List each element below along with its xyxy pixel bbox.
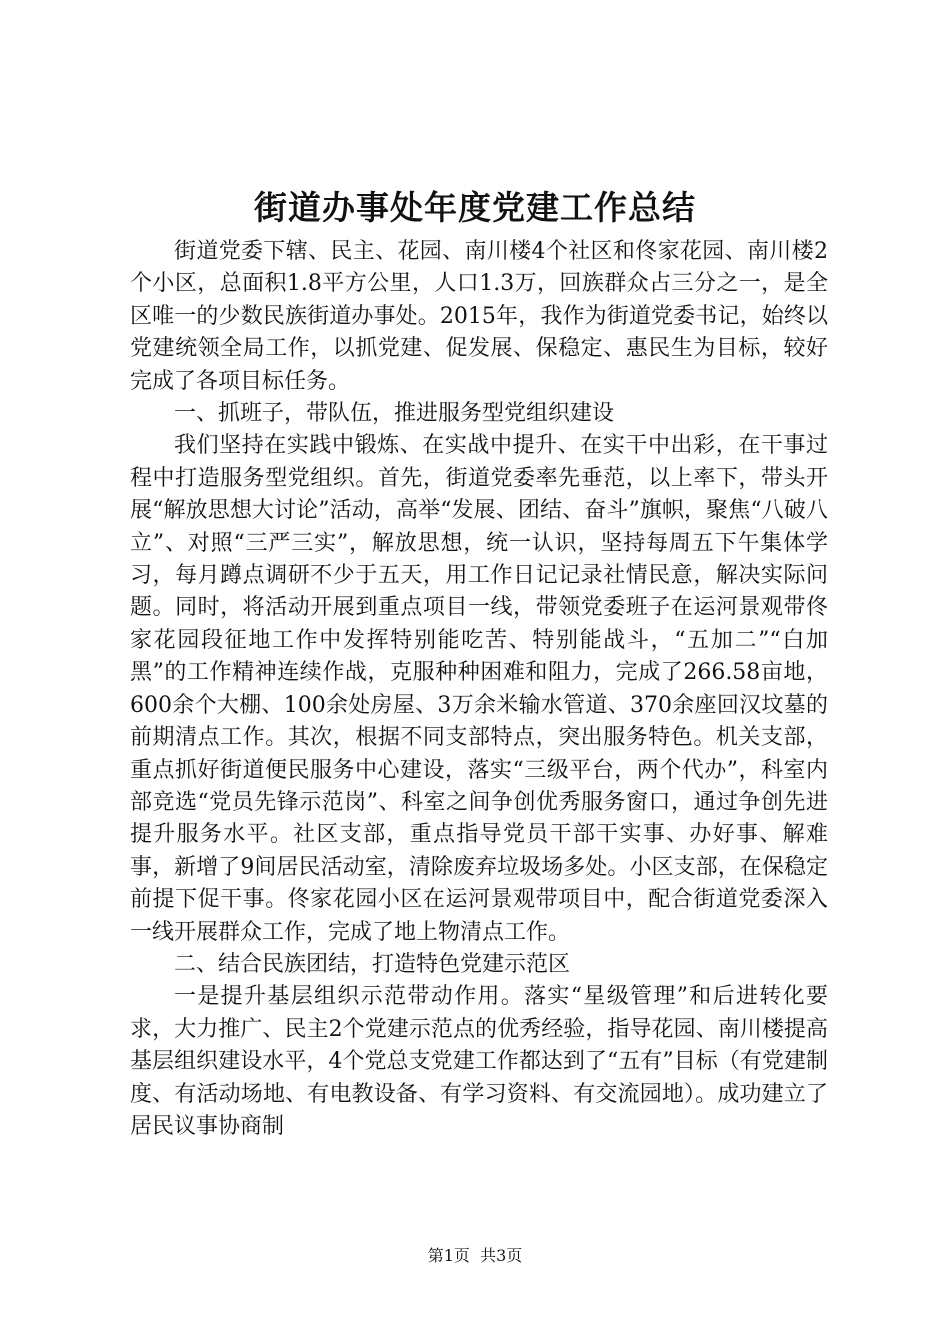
page-footer xyxy=(0,1244,950,1268)
page-number: 第1页 xyxy=(427,1246,470,1265)
section-heading-2: 二、结合民族团结，打造特色党建示范区 xyxy=(174,951,571,977)
paragraph-intro: 街道党委下辖、民主、花园、南川楼4个社区和佟家花园、南川楼2个小区，总面积1.8平方公里，人口1.3万，回族群众占三分之一，是全区唯一的少数民族街道办事处。2015年，我作为街道党委书记，始终以党建统领全局工作，以抓党建、促发展、保稳定、惠民生为目标，较好完成了各项目标任务。 xyxy=(130,239,828,394)
paragraph-section-2: 一是提升基层组织示范带动作用。落实“星级管理”和后进转化要求，大力推广、民主2个党建示范点的优秀经验，指导花园、南川楼提高基层组织建设水平，4个党总支党建工作都达到了“五有”目标（有党建制度、有活动场地、有电教设备、有学习资料、有交流园地）。成功建立了居民议事协商制 xyxy=(130,984,828,1139)
document-title: 街道办事处年度党建工作总结 xyxy=(254,188,696,227)
section-heading-1: 一、抓班子，带队伍，推进服务型党组织建设 xyxy=(174,401,615,427)
page-total: 共3页 xyxy=(480,1246,523,1265)
document-body xyxy=(130,236,828,1143)
paragraph-section-1: 我们坚持在实践中锻炼、在实战中提升、在实干中出彩，在干事过程中打造服务型党组织。首先，街道党委率先垂范，以上率下，带头开展“解放思想大讨论”活动，高举“发展、团结、奋斗”旗帜，聚焦“八破八立”、对照“三严三实”，解放思想，统一认识，坚持每周五下午集体学习，每月蹲点调研不少于五天，用工作日记记录社情民意，解决实际问题。同时，将活动开展到重点项目一线，带领党委班子在运河景观带佟家花园段征地工作中发挥特别能吃苦、特别能战斗，“五加二”“白加黑”的工作精神连续作战，克服种种困难和阻力，完成了266.58亩地，600余个大棚、100余处房屋、3万余米输水管道、370余座回汉坟墓的前期清点工作。其次，根据不同支部特点，突出服务特色。机关支部，重点抓好街道便民服务中心建设，落实“三级平台，两个代办”，科室内部竞选“党员先锋示范岗”、科室之间争创优秀服务窗口，通过争创先进提升服务水平。社区支部，重点指导党员干部干实事、办好事、解难事，新增了9间居民活动室，清除废弃垃圾场多处。小区支部，在保稳定前提下促干事。佟家花园小区在运河景观带项目中，配合街道党委深入一线开展群众工作，完成了地上物清点工作。 xyxy=(130,433,828,945)
